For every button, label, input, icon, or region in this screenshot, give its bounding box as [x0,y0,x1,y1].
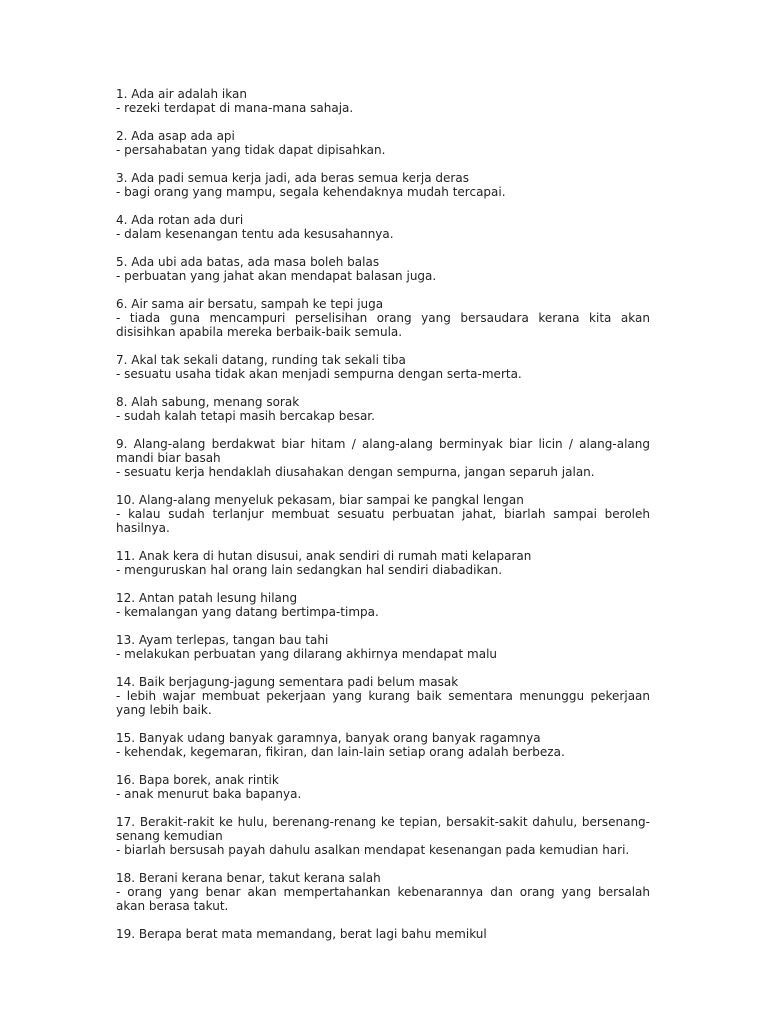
proverb-meaning: - kemalangan yang datang bertimpa-timpa. [116,605,379,619]
proverb-meaning: - rezeki terdapat di mana-mana sahaja. [116,101,354,115]
proverb-entry [116,493,650,535]
proverb-title: 14. Baik berjagung-jagung sementara padi belum masak [116,675,459,689]
proverb-entry [116,675,650,717]
proverb-title: 17. Berakit-rakit ke hulu, berenang-renang ke tepian, bersakit-sakit dahulu, bersenang-senang kemudian [116,815,650,843]
proverb-title: 15. Banyak udang banyak garamnya, banyak orang banyak ragamnya [116,731,541,745]
proverb-entry [116,731,650,759]
proverb-entry [116,591,650,619]
proverb-entry [116,87,650,115]
proverb-title: 19. Berapa berat mata memandang, berat lagi bahu memikul [116,927,487,941]
proverb-meaning: - sudah kalah tetapi masih bercakap besar. [116,409,375,423]
proverb-meaning: - anak menurut baka bapanya. [116,787,302,801]
proverb-title: 1. Ada air adalah ikan [116,87,247,101]
proverb-meaning: - menguruskan hal orang lain sedangkan hal sendiri diabadikan. [116,563,503,577]
proverb-meaning: - melakukan perbuatan yang dilarang akhirnya mendapat malu [116,647,498,661]
proverb-entry [116,871,650,913]
proverb-title: 13. Ayam terlepas, tangan bau tahi [116,633,329,647]
proverb-meaning: - sesuatu kerja hendaklah diusahakan dengan sempurna, jangan separuh jalan. [116,465,595,479]
proverb-meaning: - bagi orang yang mampu, segala kehendaknya mudah tercapai. [116,185,506,199]
proverb-title: 18. Berani kerana benar, takut kerana salah [116,871,381,885]
proverb-meaning: - sesuatu usaha tidak akan menjadi sempurna dengan serta-merta. [116,367,522,381]
proverb-title: 3. Ada padi semua kerja jadi, ada beras semua kerja deras [116,171,469,185]
proverb-entry [116,927,650,941]
proverb-entry [116,171,650,199]
proverb-meaning: - orang yang benar akan mempertahankan kebenarannya dan orang yang bersalah akan berasa takut. [116,885,650,913]
proverb-entry [116,213,650,241]
proverb-title: 2. Ada asap ada api [116,129,235,143]
proverb-entry [116,353,650,381]
proverb-entry [116,633,650,661]
proverb-meaning: - persahabatan yang tidak dapat dipisahkan. [116,143,386,157]
proverb-title: 7. Akal tak sekali datang, runding tak sekali tiba [116,353,406,367]
proverb-meaning: - biarlah bersusah payah dahulu asalkan mendapat kesenangan pada kemudian hari. [116,843,630,857]
proverb-meaning: - kalau sudah terlanjur membuat sesuatu perbuatan jahat, biarlah sampai beroleh hasilnya. [116,507,650,535]
proverb-entry [116,395,650,423]
proverb-title: 16. Bapa borek, anak rintik [116,773,279,787]
proverb-entry [116,129,650,157]
proverb-title: 11. Anak kera di hutan disusui, anak sendiri di rumah mati kelaparan [116,549,532,563]
proverb-entry [116,773,650,801]
proverb-title: 9. Alang-alang berdakwat biar hitam / alang-alang berminyak biar licin / alang-alang mandi biar basah [116,437,650,465]
proverb-title: 10. Alang-alang menyeluk pekasam, biar sampai ke pangkal lengan [116,493,524,507]
proverb-title: 5. Ada ubi ada batas, ada masa boleh balas [116,255,380,269]
proverb-meaning: - lebih wajar membuat pekerjaan yang kurang baik sementara menunggu pekerjaan yang lebih baik. [116,689,650,717]
proverb-title: 12. Antan patah lesung hilang [116,591,298,605]
proverb-meaning: - kehendak, kegemaran, fikiran, dan lain-lain setiap orang adalah berbeza. [116,745,565,759]
proverb-entry [116,549,650,577]
proverb-entry [116,255,650,283]
proverb-meaning: - perbuatan yang jahat akan mendapat balasan juga. [116,269,437,283]
proverb-meaning: - dalam kesenangan tentu ada kesusahannya. [116,227,394,241]
proverb-title: 6. Air sama air bersatu, sampah ke tepi juga [116,297,384,311]
proverb-entry [116,437,650,479]
proverb-entry [116,815,650,857]
proverb-entry [116,297,650,339]
proverb-meaning: - tiada guna mencampuri perselisihan orang yang bersaudara kerana kita akan disisihkan apabila mereka berbaik-baik semula. [116,311,650,339]
proverb-title: 4. Ada rotan ada duri [116,213,244,227]
proverb-title: 8. Alah sabung, menang sorak [116,395,300,409]
